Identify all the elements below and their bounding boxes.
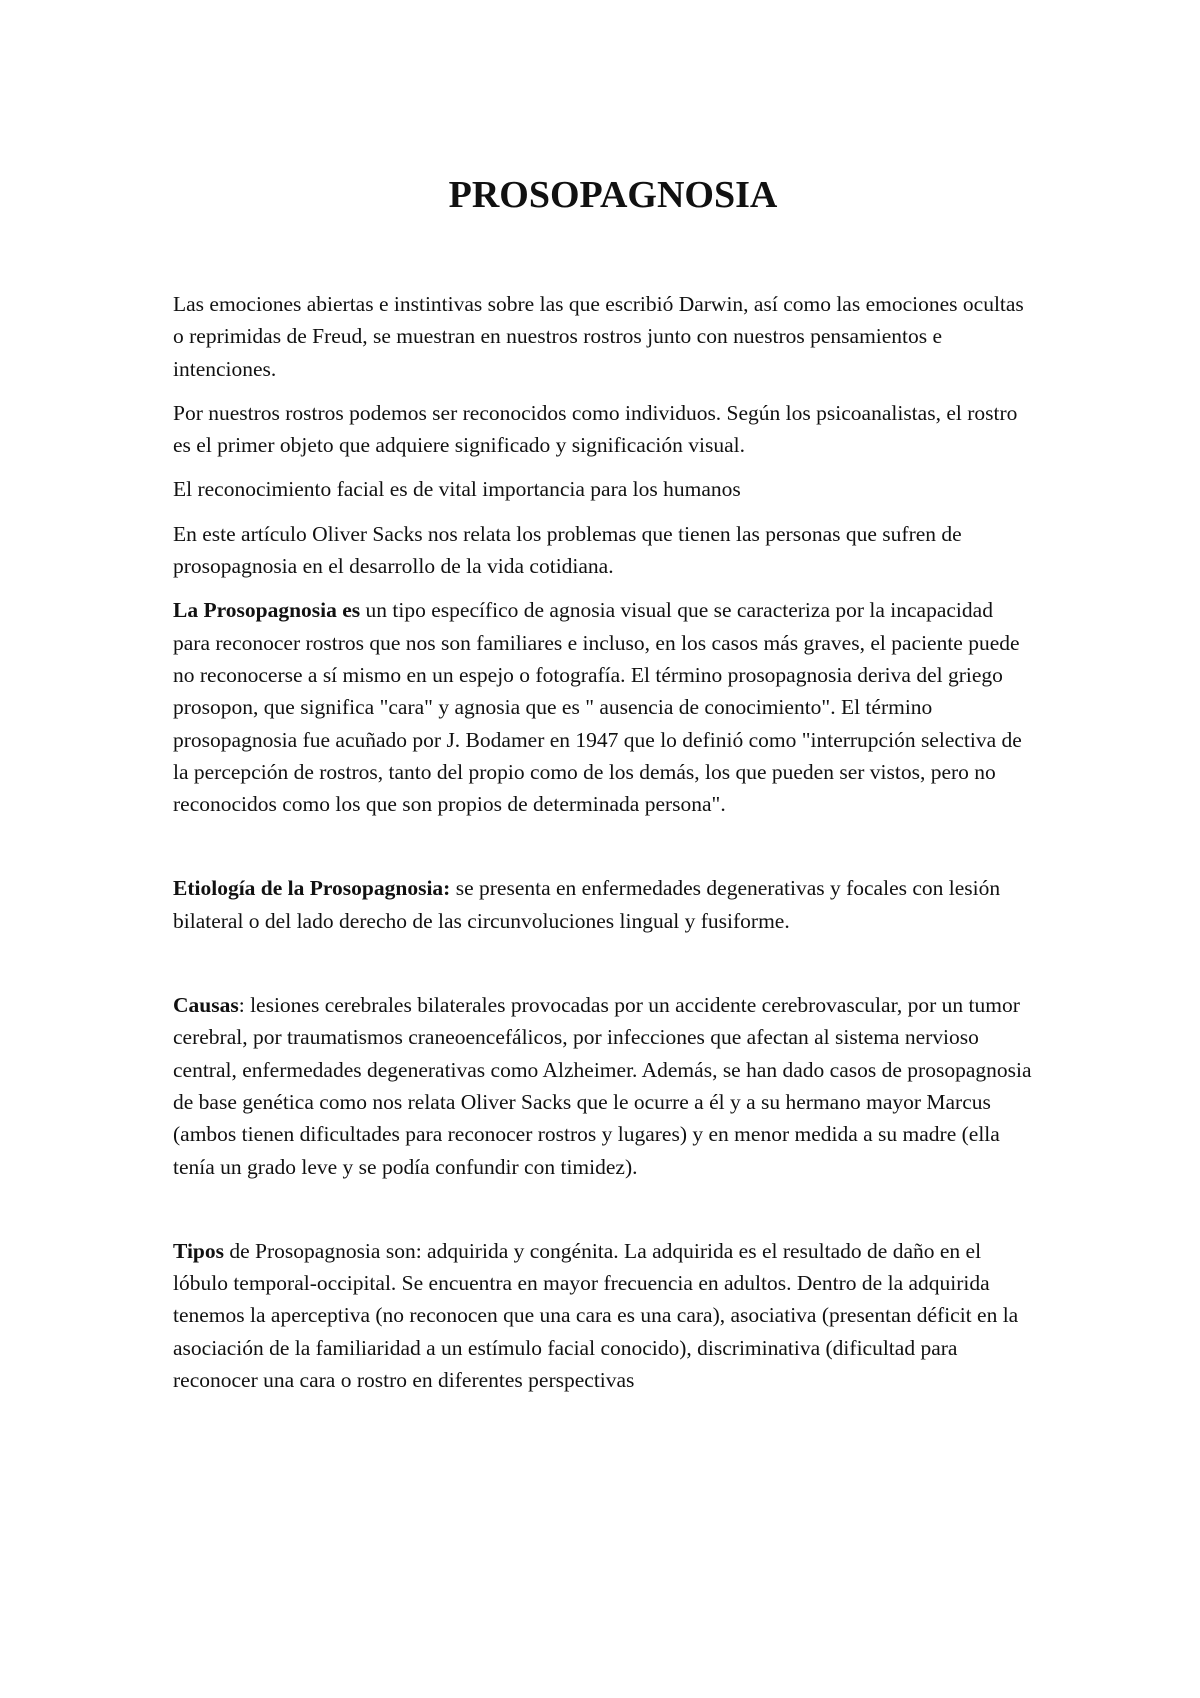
paragraph-lead: La Prosopagnosia es [173, 598, 361, 623]
paragraph-lead: Causas [173, 993, 239, 1018]
paragraph-etiology [173, 872, 1033, 937]
paragraph-text: se presenta en enfermedades degenerativas y focales con lesión bilateral o del lado derecho de las circunvoluciones lingual y fusiforme. [173, 876, 1001, 933]
paragraph-text: un tipo específico de agnosia visual que se caracteriza por la incapacidad para reconocer rostros que nos son familiares e incluso, en los casos más graves, el paciente puede no reconocerse a sí mismo en un espejo o fotografía. El término prosopagnosia deriva del griego prosopon, que significa "cara" y agnosia que es " ausencia de conocimiento". El término prosopagnosia fue acuñado por J. Bodamer en 1947 que lo definió como "interrupción selectiva de la percepción de rostros, tanto del propio como de los demás, los que pueden ser vistos, pero no reconocidos como los que son propios de determinada persona". [173, 598, 1022, 817]
paragraph-lead: Tipos [173, 1238, 224, 1263]
paragraph-definition [173, 594, 1033, 820]
paragraph-oliver-sacks [173, 518, 1033, 583]
document-body [173, 170, 1033, 1396]
paragraph-facial-importance [173, 473, 1033, 505]
paragraph-text: En este artículo Oliver Sacks nos relata los problemas que tienen las personas que sufren de prosopagnosia en el desarrollo de la vida cotidiana. [173, 521, 962, 579]
paragraph-text: El reconocimiento facial es de vital importancia para los humanos [173, 477, 741, 502]
paragraph-text: : lesiones cerebrales bilaterales provocadas por un accidente cerebrovascular, por un tumor cerebral, por traumatismos craneoencefálicos, por infecciones que afectan al sistema nervioso central, enfermedades degenerativas como Alzheimer. Además, se han dado casos de prosopagnosia de base genética como nos relata Oliver Sacks que le ocurre a él y a su hermano mayor Marcus (ambos tienen dificultades para reconocer rostros y lugares) y en menor medida a su madre (ella tenía un grado leve y se podía confundir con timidez). [173, 993, 1032, 1179]
document-title: PROSOPAGNOSIA [448, 174, 778, 216]
paragraph-darwin-freud [173, 288, 1033, 385]
paragraph-text: Las emociones abiertas e instintivas sobre las que escribió Darwin, así como las emociones ocultas o reprimidas de Freud, se muestran en nuestros rostros junto con nuestros pensamientos e intenciones. [173, 292, 1024, 381]
paragraph-text: de Prosopagnosia son: adquirida y congénita. La adquirida es el resultado de daño en el lóbulo temporal-occipital. Se encuentra en mayor frecuencia en adultos. Dentro de la adquirida tenemos la aperceptiva (no reconocen que una cara es una cara), asociativa (presentan déficit en la asociación de la familiaridad a un estímulo facial conocido), discriminativa (dificultad para reconocer una cara o rostro en diferentes perspectivas [173, 1238, 1019, 1393]
paragraph-recognition [173, 397, 1033, 462]
paragraph-causes [173, 989, 1033, 1183]
paragraph-types [173, 1235, 1033, 1396]
paragraph-text: Por nuestros rostros podemos ser reconocidos como individuos. Según los psicoanalistas, el rostro es el primer objeto que adquiere significado y significación visual. [173, 400, 1018, 458]
paragraph-lead: Etiología de la Prosopagnosia: [173, 876, 451, 901]
